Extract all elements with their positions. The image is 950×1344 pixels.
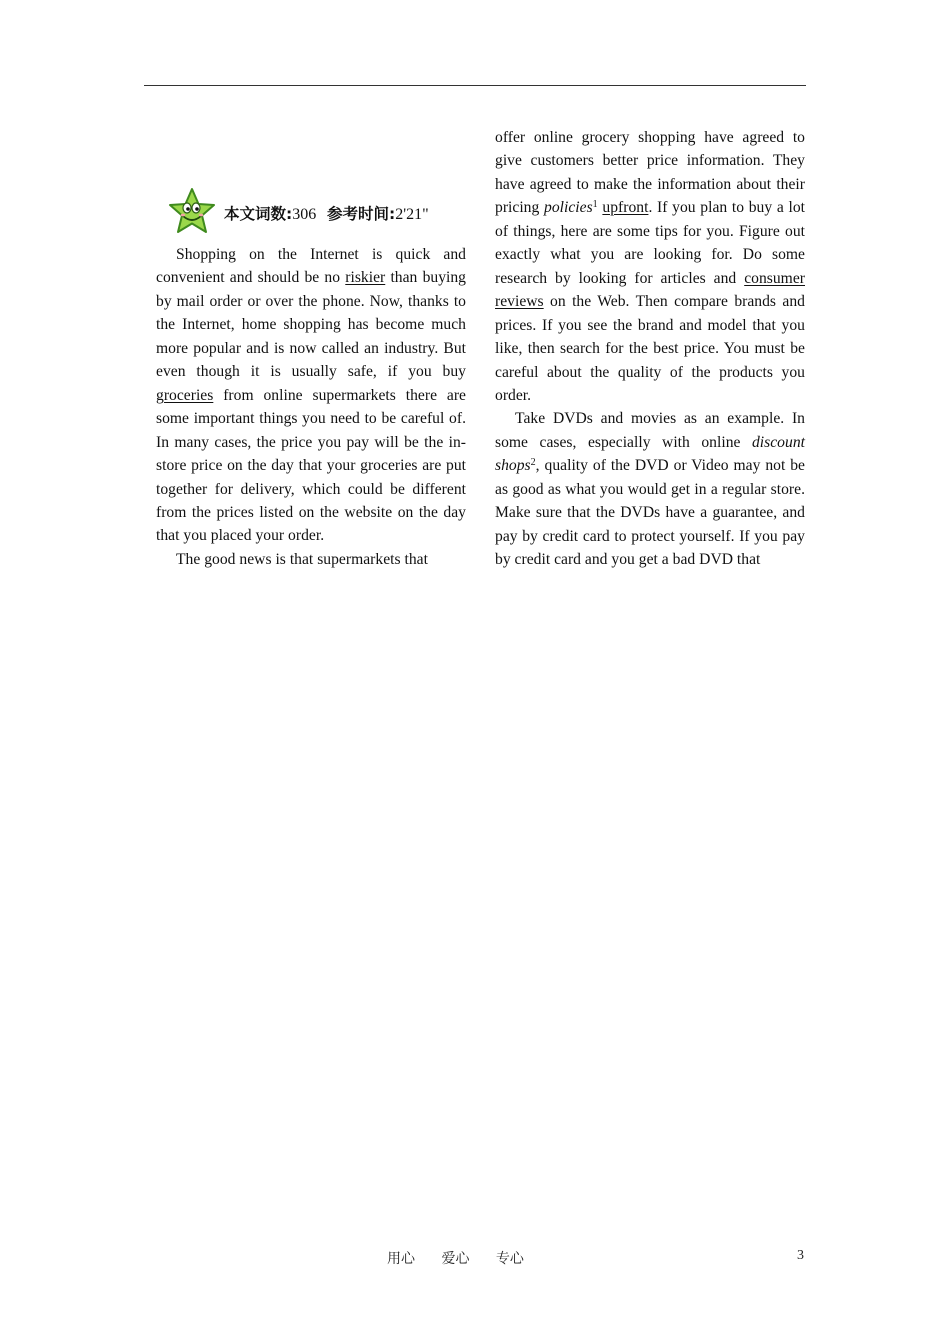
word-count-label: 本文词数:: [224, 205, 293, 223]
paragraph-2-start: The good news is that supermarkets that: [176, 550, 428, 568]
header-rule: [144, 85, 806, 86]
word-count-value: 306: [292, 206, 317, 223]
p2-text-3: . If you plan to buy a lot of things, here are some tips for you. Figure out exactly what you are looking for. Do some research by looking for articles and: [495, 199, 806, 287]
left-column: [156, 243, 466, 571]
paragraph-3: [495, 407, 805, 571]
p2-text-1: offer online grocery shopping have agreed to give customers better price information. They have agreed to make the information about their pricing: [495, 129, 805, 217]
word-count-badge: [166, 186, 476, 238]
word-count-text: [224, 202, 429, 224]
p1-text-2: than buying by mail order or over the phone. Now, thanks to the Internet, home shopping has become much more popular and is now called an industry. But even though it is usually safe, if you buy: [156, 269, 467, 381]
p2-text-4: on the Web. Then compare brands and prices. If you see the brand and model that you like, then search for the best price. You must be careful about the quality of the products you order.: [495, 293, 805, 404]
gloss-discount-shops: discount shops: [495, 433, 805, 475]
vocab-riskier: riskier: [345, 269, 386, 287]
right-column: [495, 126, 805, 572]
paragraph-1: [156, 243, 466, 548]
time-label: 参考时间:: [327, 205, 396, 223]
p3-text-2: , quality of the DVD or Video may not be as good as what you would get in a regular store. Make sure that the DVDs have a guarantee, and pay by credit card to protect yourself. If you pay by credit card and you get a bad DVD that: [495, 457, 805, 569]
footnote-marker-2: 2: [530, 457, 536, 469]
vocab-groceries: groceries: [156, 386, 214, 404]
gloss-policies: policies: [544, 199, 593, 217]
p1-text-1: Shopping on the Internet is quick and convenient and should be no: [156, 246, 466, 287]
paragraph-2-cont: [495, 126, 805, 407]
page-number: 3: [797, 1248, 804, 1263]
p1-text-3: from online supermarkets there are some important things you need to be careful of. In many cases, the price you pay will be the in-store price on the day that your groceries are put together for delivery, which could be different from the prices listed on the website on the day that you placed your order.: [156, 386, 466, 545]
footnote-marker-1: 1: [592, 199, 598, 211]
vocab-consumer-reviews: consumer reviews: [495, 269, 805, 311]
footer-text: 用心 爱心 专心: [387, 1251, 524, 1267]
smiling-star-icon: [166, 186, 218, 238]
vocab-upfront: upfront: [602, 199, 649, 217]
p3-text-1: Take DVDs and movies as an example. In some cases, especially with online: [495, 410, 805, 451]
time-value: 2'21": [395, 206, 429, 223]
